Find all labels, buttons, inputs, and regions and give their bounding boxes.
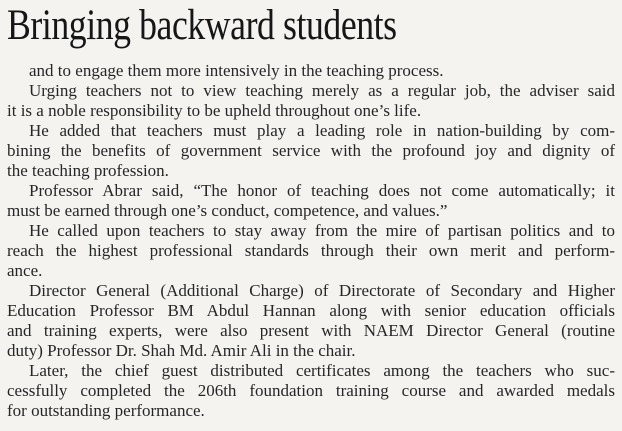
text-line: Education Professor BM Abdul Hannan along with senior education officials xyxy=(7,301,615,320)
paragraph xyxy=(7,361,615,421)
text-line: Professor Abrar said, “The honor of teaching does not come automatically; it xyxy=(29,181,615,200)
headline-text: Bringing backward students xyxy=(7,2,397,49)
text-line: Later, the chief guest distributed certificates among the teachers who suc- xyxy=(29,361,615,380)
text-line: reach the highest professional standards through their own merit and perform- xyxy=(7,241,615,260)
paragraph xyxy=(7,121,615,181)
text-line: bining the benefits of government service with the profound joy and dignity of xyxy=(7,141,615,160)
text-line: and training experts, were also present with NAEM Director General (routine xyxy=(7,321,615,340)
paragraph xyxy=(7,81,615,121)
text-line: duty) Professor Dr. Shah Md. Amir Ali in the chair. xyxy=(7,341,356,360)
paragraph xyxy=(7,281,615,361)
text-line: and to engage them more intensively in the teaching process. xyxy=(29,61,444,80)
text-line: it is a noble responsibility to be upheld throughout one’s life. xyxy=(7,101,422,120)
text-line: for outstanding performance. xyxy=(7,401,205,420)
text-line: ance. xyxy=(7,261,43,280)
text-line: He called upon teachers to stay away from the mire of partisan politics and to xyxy=(29,221,615,240)
text-line: must be earned through one’s conduct, competence, and values.” xyxy=(7,201,448,220)
text-line: He added that teachers must play a leading role in nation-building by com- xyxy=(29,121,615,140)
text-line: cessfully completed the 206th foundation training course and awarded medals xyxy=(7,381,615,400)
article-body xyxy=(7,61,615,421)
paragraph xyxy=(7,61,615,81)
article-headline xyxy=(7,2,615,50)
paragraph xyxy=(7,181,615,221)
paragraph xyxy=(7,221,615,281)
text-line: Director General (Additional Charge) of Directorate of Secondary and Higher xyxy=(29,281,615,300)
text-line: the teaching profession. xyxy=(7,161,169,180)
text-line: Urging teachers not to view teaching merely as a regular job, the adviser said xyxy=(29,81,615,100)
